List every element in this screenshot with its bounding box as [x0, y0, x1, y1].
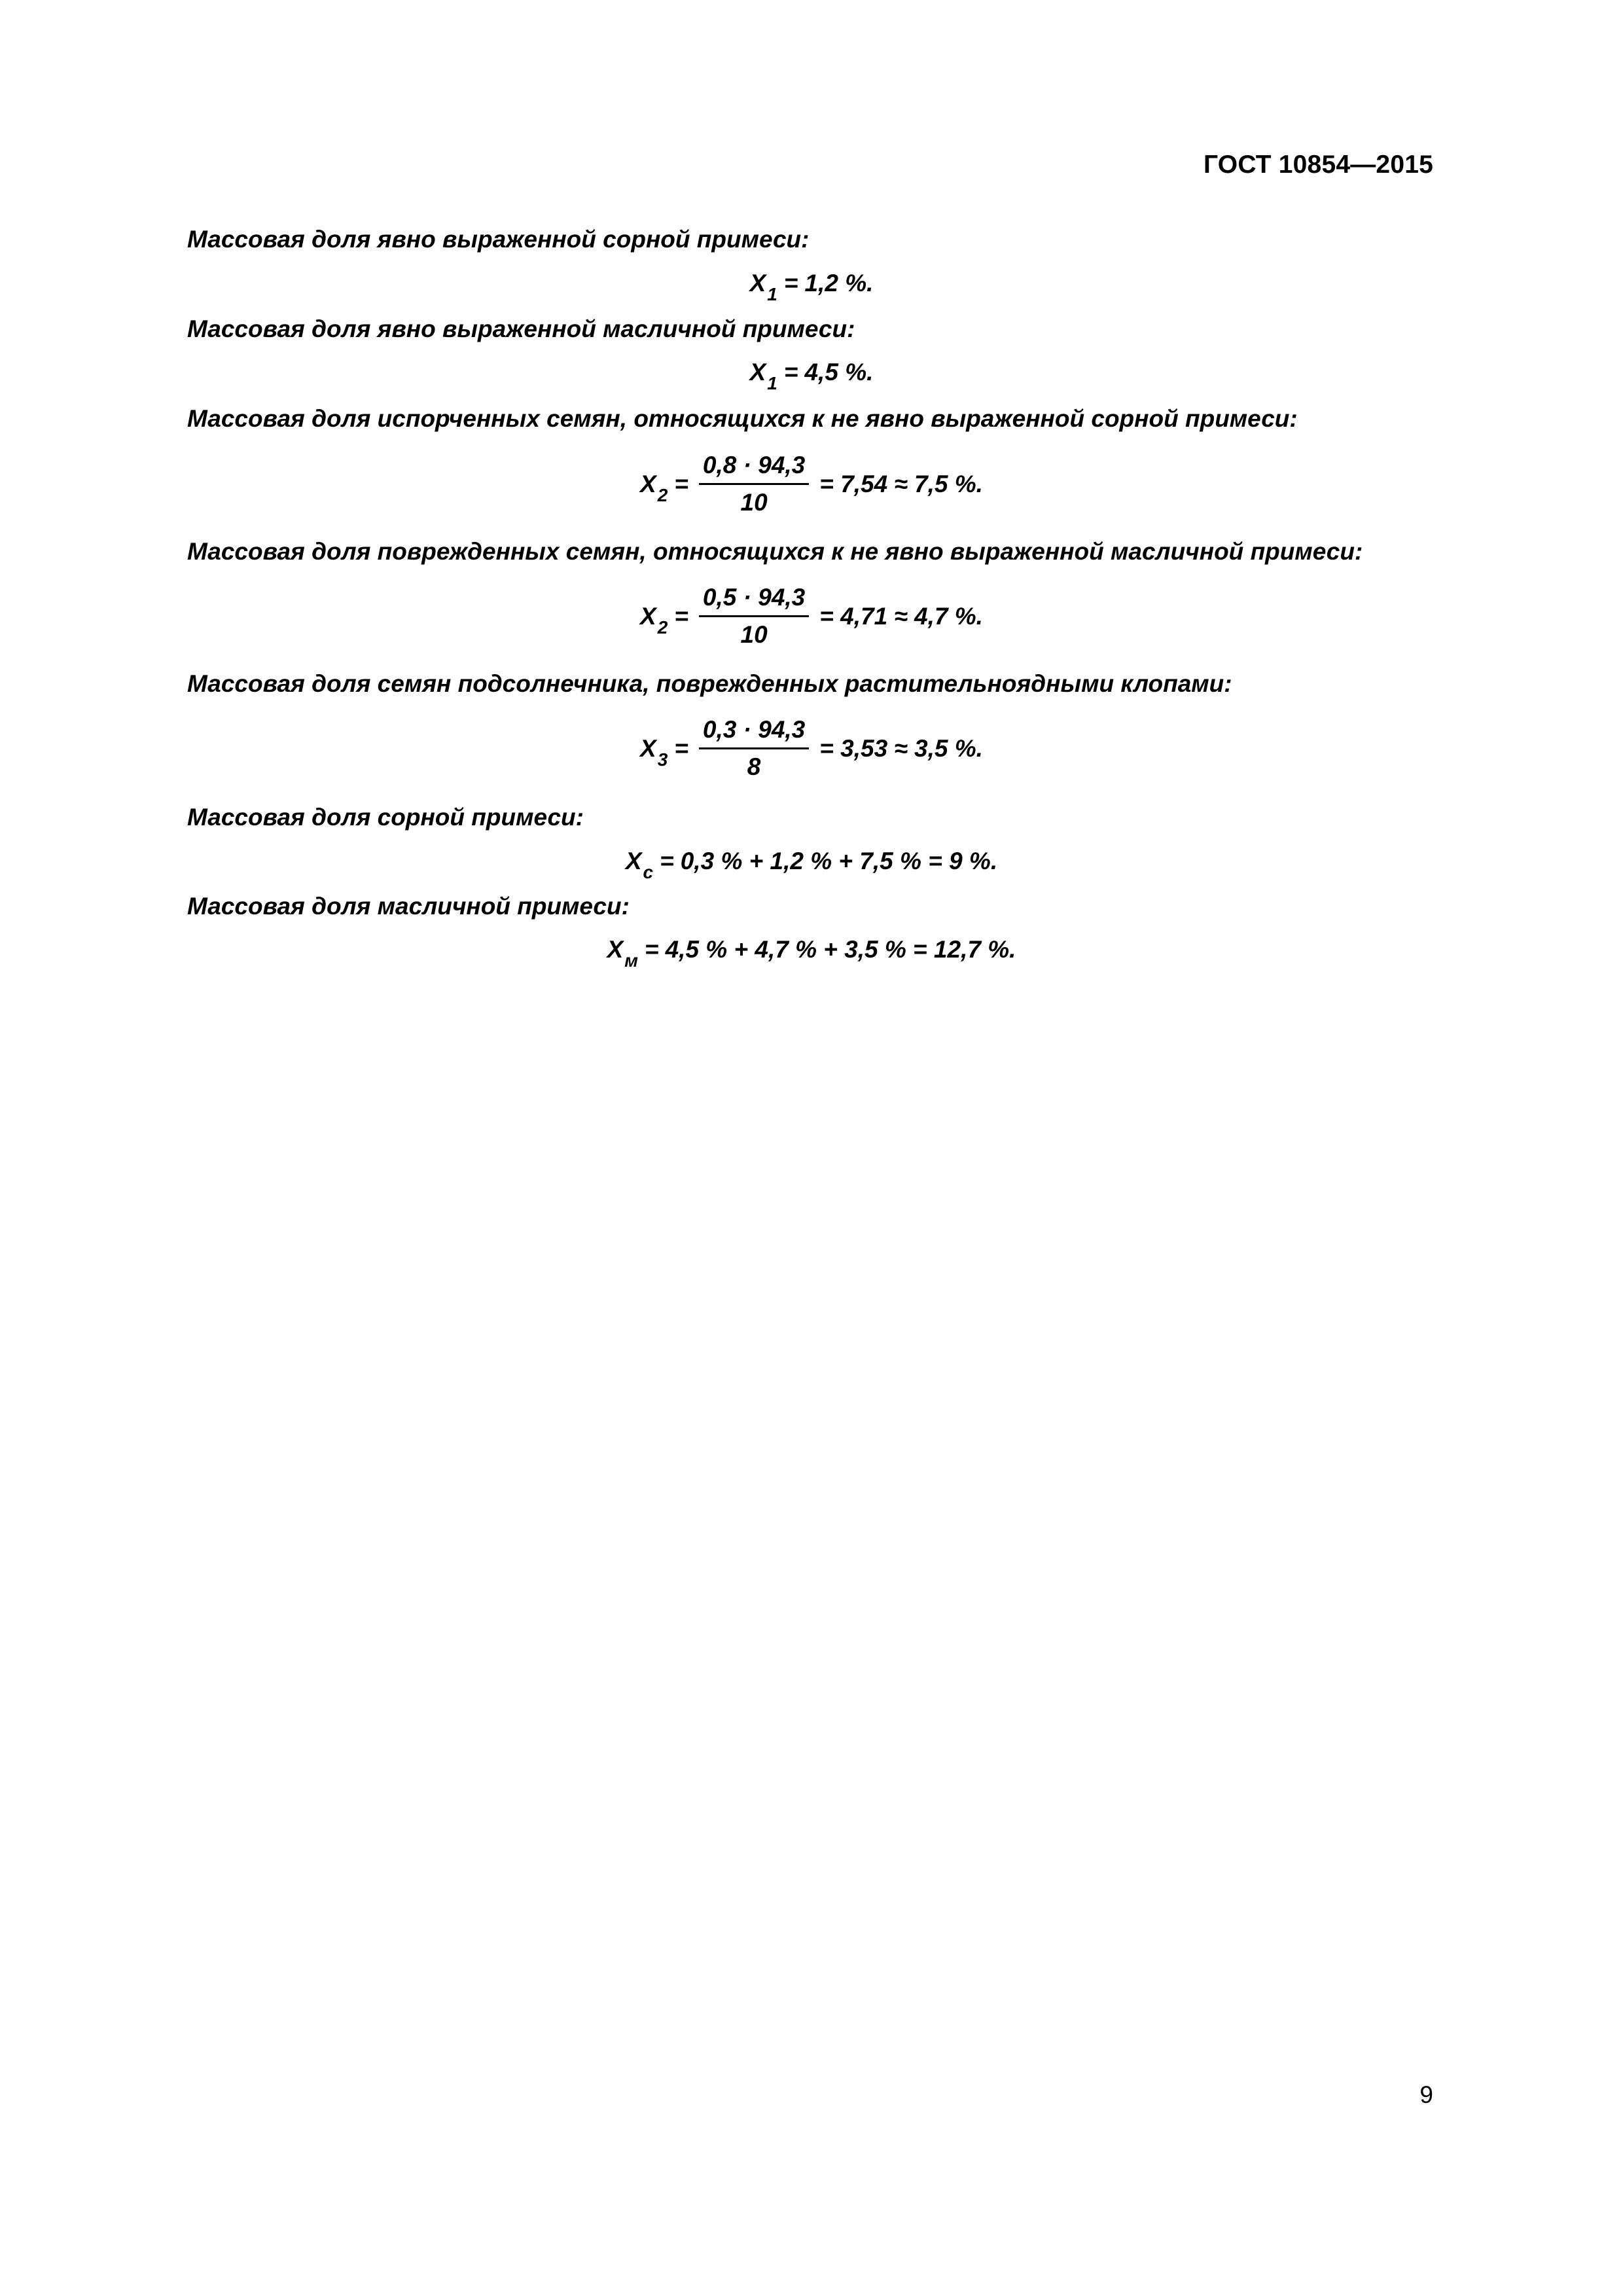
formula-equals: =: [674, 602, 688, 630]
fraction-denominator: 10: [740, 621, 768, 648]
formula-subscript: 1: [767, 284, 777, 304]
formula-result: = 4,71 ≈ 4,7 %.: [819, 602, 983, 630]
formula-subscript: 2: [657, 484, 668, 505]
formula-result: = 7,54 ≈ 7,5 %.: [819, 470, 983, 497]
formula-bug-damaged-seeds: [0, 716, 1623, 781]
formula-fraction: [699, 584, 809, 649]
formula-result: = 3,53 ≈ 3,5 %.: [819, 734, 983, 762]
formula-variable: X: [607, 936, 624, 963]
label-oil-impurity-explicit: Массовая доля явно выраженной масличной примеси:: [187, 315, 855, 342]
formula-subscript: м: [624, 950, 638, 971]
fraction-denominator: 10: [740, 489, 768, 516]
formula-subscript: 3: [657, 749, 668, 770]
formula-variable: X: [640, 734, 656, 762]
formula-result: 1,2 %.: [804, 270, 874, 296]
label-weed-impurity-total: Массовая доля сорной примеси:: [187, 804, 584, 831]
fraction-denominator: 8: [747, 753, 761, 780]
formula-equals: =: [660, 848, 674, 874]
formula-variable: X: [749, 270, 766, 296]
formula-result: 0,3 % + 1,2 % + 7,5 % = 9 %.: [680, 848, 998, 874]
document-code-header: ГОСТ 10854—2015: [1204, 151, 1433, 179]
formula-equals: =: [644, 936, 659, 963]
formula-result: 4,5 %.: [804, 359, 874, 386]
formula-fraction: [699, 716, 809, 781]
formula-equals: =: [783, 359, 798, 386]
fraction-numerator: 0,3 · 94,3: [699, 716, 809, 749]
formula-result: 4,5 % + 4,7 % + 3,5 % = 12,7 %.: [665, 936, 1016, 963]
formula-equals: =: [783, 270, 798, 296]
formula-equals: =: [674, 734, 688, 762]
label-oil-impurity-total: Массовая доля масличной примеси:: [187, 893, 630, 920]
formula-spoiled-seeds-weed: [0, 452, 1623, 516]
formula-oil-impurity-explicit: [0, 359, 1623, 393]
label-bug-damaged-seeds: Массовая доля семян подсолнечника, поврежденных растительноядными клопами:: [187, 670, 1232, 697]
formula-weed-impurity-total: [0, 848, 1623, 882]
formula-damaged-seeds-oil: [0, 584, 1623, 649]
formula-variable: X: [749, 359, 766, 386]
formula-subscript: с: [643, 862, 654, 882]
label-weed-impurity-explicit: Массовая доля явно выраженной сорной примеси:: [187, 226, 810, 253]
formula-equals: =: [674, 470, 688, 497]
page-number: 9: [1419, 2081, 1433, 2108]
formula-subscript: 1: [767, 373, 777, 393]
formula-variable: X: [640, 470, 656, 497]
formula-oil-impurity-total: [0, 936, 1623, 971]
formula-weed-impurity-explicit: [0, 270, 1623, 304]
formula-fraction: [699, 452, 809, 516]
label-damaged-seeds-oil: Массовая доля поврежденных семян, относящихся к не явно выраженной масличной примеси:: [187, 538, 1363, 565]
formula-variable: X: [625, 848, 642, 874]
fraction-numerator: 0,5 · 94,3: [699, 584, 809, 617]
formula-variable: X: [640, 602, 656, 630]
label-spoiled-seeds-weed: Массовая доля испорченных семян, относящихся к не явно выраженной сорной примеси:: [187, 405, 1298, 432]
fraction-numerator: 0,8 · 94,3: [699, 452, 809, 485]
formula-subscript: 2: [657, 617, 668, 637]
